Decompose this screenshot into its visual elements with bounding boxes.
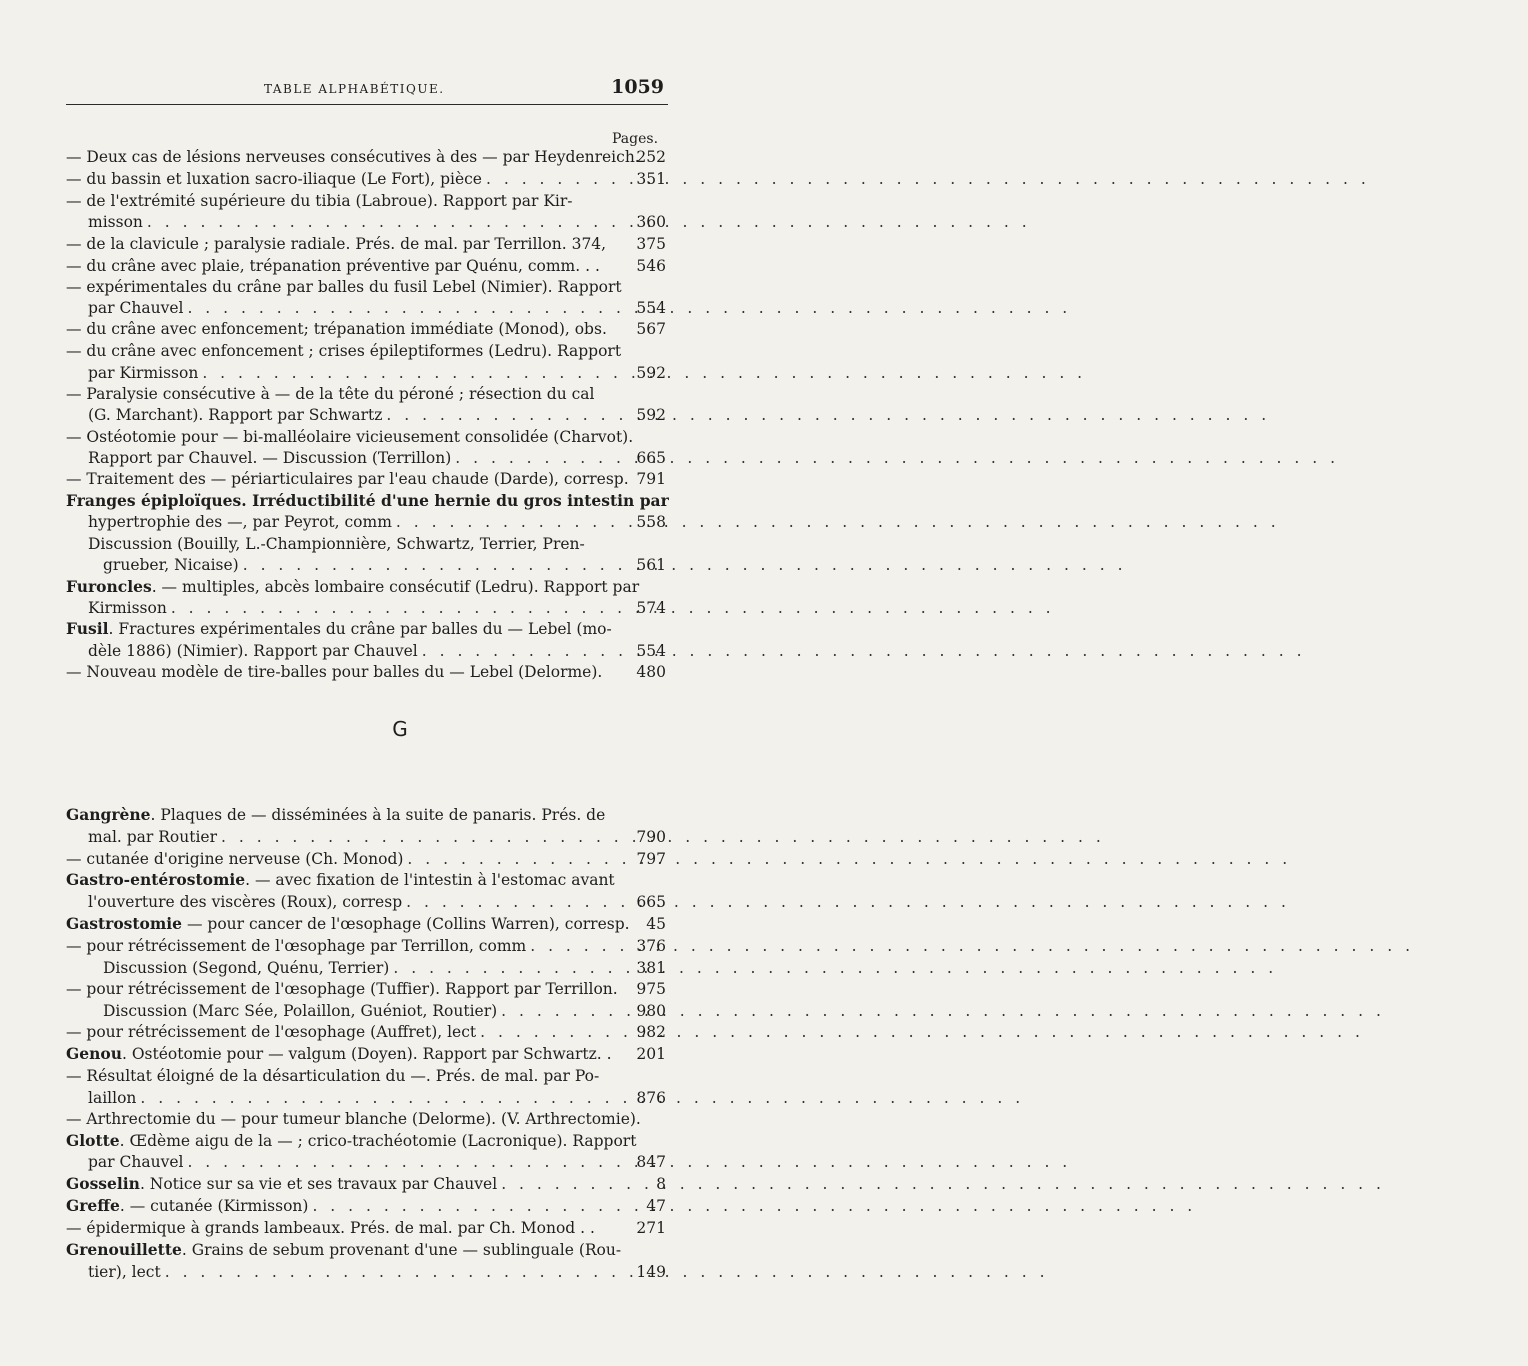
index-line: Discussion (Segond, Quénu, Terrier) . . . 381	[103, 957, 660, 979]
page-header	[66, 78, 668, 105]
index-line: — cutanée d'origine nerveuse (Ch. Monod) . . . 797	[66, 848, 660, 870]
index-line: — pour rétrécissement de l'œsophage (Auffret), lect . . . 982	[66, 1021, 660, 1043]
index-line: par Chauvel . . . 847	[88, 1151, 660, 1173]
index-line: Discussion (Bouilly, L.-Championnière, Schwartz, Terrier, Pren-	[88, 535, 585, 553]
section-letter: G	[392, 717, 408, 741]
index-line: — Ostéotomie pour — bi-malléolaire vicieusement consolidée (Charvot).	[66, 428, 634, 446]
index-line: Gosselin. Notice sur sa vie et ses travaux par Chauvel . . . 8	[66, 1173, 660, 1195]
index-line: Genou. Ostéotomie pour — valgum (Doyen). Rapport par Schwartz. . 201	[66, 1044, 666, 1063]
index-line: Gastro-entérostomie. — avec fixation de l'intestin à l'estomac avant	[66, 870, 615, 889]
index-line: l'ouverture des viscères (Roux), corresp . . . 665	[88, 891, 660, 913]
index-line: Discussion (Marc Sée, Polaillon, Guéniot, Routier) . . . 980	[103, 1000, 660, 1022]
index-line: — expérimentales du crâne par balles du fusil Lebel (Nimier). Rapport	[66, 278, 622, 296]
index-line: — Traitement des — périarticulaires par l'eau chaude (Darde), corresp. 791	[66, 470, 666, 488]
index-line: laillon . . . 876	[88, 1087, 660, 1109]
index-line: hypertrophie des —, par Peyrot, comm . . . 558	[88, 511, 660, 533]
index-line: — Résultat éloigné de la désarticulation du —. Prés. de mal. par Po-	[66, 1067, 600, 1085]
index-line: (G. Marchant). Rapport par Schwartz . . . 592	[88, 404, 660, 426]
index-line: — Arthrectomie du — pour tumeur blanche (Delorme). (V. Arthrectomie).	[66, 1110, 641, 1128]
index-line: Greffe. — cutanée (Kirmisson) . . . 47	[66, 1195, 660, 1217]
index-line: Franges épiploïques. Irréductibilité d'une hernie du gros intestin par	[66, 491, 669, 510]
index-line: tier), lect . . . 149	[88, 1261, 660, 1283]
running-head: TABLE ALPHABÉTIQUE.	[264, 82, 445, 96]
index-line: — Deux cas de lésions nerveuses consécutives à des — par Heydenreich. 252	[66, 148, 666, 166]
index-line: — pour rétrécissement de l'œsophage par Terrillon, comm . . . 376	[66, 935, 660, 957]
index-line: — du bassin et luxation sacro-iliaque (Le Fort), pièce . . . 351	[66, 168, 660, 190]
index-line: — du crâne avec enfoncement; trépanation immédiate (Monod), obs. 567	[66, 320, 666, 338]
index-line: dèle 1886) (Nimier). Rapport par Chauvel . . . 554	[88, 640, 660, 662]
index-line: Glotte. Œdème aigu de la — ; crico-trachéotomie (Lacronique). Rapport	[66, 1131, 637, 1150]
index-line: Rapport par Chauvel. — Discussion (Terrillon) . . . 665	[88, 447, 660, 469]
index-line: misson . . . 360	[88, 211, 660, 233]
index-line: Fusil. Fractures expérimentales du crâne par balles du — Lebel (mo-	[66, 619, 612, 638]
index-line: Gastrostomie — pour cancer de l'œsophage (Collins Warren), corresp. 45	[66, 914, 666, 933]
index-line: — de l'extrémité supérieure du tibia (Labroue). Rapport par Kir-	[66, 192, 573, 210]
index-line: mal. par Routier . . . 790	[88, 826, 660, 848]
index-line: Gangrène. Plaques de — disséminées à la suite de panaris. Prés. de	[66, 805, 606, 824]
index-line: par Chauvel . . . 554	[88, 297, 660, 319]
index-line: — du crâne avec plaie, trépanation préventive par Quénu, comm. . . 546	[66, 257, 666, 275]
index-line: Grenouillette. Grains de sebum provenant d'une — sublinguale (Rou-	[66, 1240, 622, 1259]
index-line: — Paralysie consécutive à — de la tête du péroné ; résection du cal	[66, 385, 595, 403]
index-line: Kirmisson . . . 574	[88, 597, 660, 619]
index-line: — Nouveau modèle de tire-balles pour balles du — Lebel (Delorme). 480	[66, 663, 666, 681]
page-number: 1059	[611, 76, 664, 98]
index-line: grueber, Nicaise) . . . 561	[103, 554, 660, 576]
index-line: — de la clavicule ; paralysie radiale. Prés. de mal. par Terrillon. 374, 375	[66, 235, 666, 253]
index-line: par Kirmisson . . . 592	[88, 362, 660, 384]
index-line: Furoncles. — multiples, abcès lombaire consécutif (Ledru). Rapport par	[66, 577, 640, 596]
index-line: — épidermique à grands lambeaux. Prés. de mal. par Ch. Monod . . 271	[66, 1219, 666, 1237]
pages-column-label: Pages.	[612, 131, 659, 147]
index-line: — pour rétrécissement de l'œsophage (Tuffier). Rapport par Terrillon. 975	[66, 980, 666, 998]
index-line: — du crâne avec enfoncement ; crises épileptiformes (Ledru). Rapport	[66, 342, 622, 360]
